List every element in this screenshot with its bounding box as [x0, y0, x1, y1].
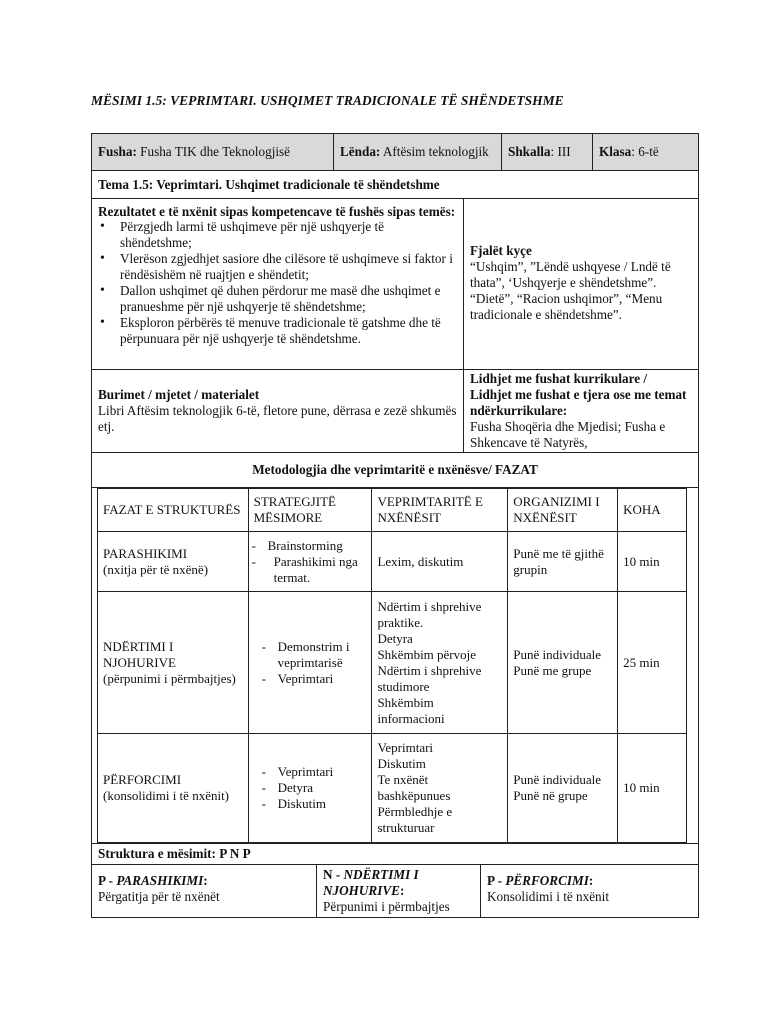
- col-header-organizimi: ORGANIZIMI I NXËNËSIT: [508, 489, 618, 532]
- lenda-cell: [333, 133, 502, 171]
- strategji-cell: [248, 734, 372, 843]
- results-cell: [91, 198, 464, 370]
- list-item: • Eksploron përbërës të menuve tradicionale të gatshme dhe të përpunuara për një ushqyerje të shëndetshme.: [120, 315, 457, 347]
- klasa-label: Klasa: [599, 144, 632, 159]
- structure-n-heading: [323, 867, 474, 899]
- structure-p1-heading: [98, 873, 310, 889]
- structure-n-text: Përpunimi i përmbajtjes: [323, 899, 450, 914]
- structure-p1-cell: [91, 864, 317, 918]
- organizimi-item: Punë me të gjithë grupin: [513, 545, 604, 577]
- koha-cell: 10 min: [618, 734, 687, 843]
- keywords-heading: Fjalët kyçe: [470, 243, 532, 258]
- structure-p2-text: Konsolidimi i të nxënit: [487, 889, 609, 904]
- methodology-heading: Metodologjia dhe veprimtaritë e nxënësve/ FAZAT: [91, 452, 699, 488]
- keywords-text: “Ushqim”, ”Lëndë ushqyese / Lndë të thata”, ‘Ushqyerje e shëndetshme”. “Dietë”, “Racion ushqimor”, “Menu tradicionale e shëndetshme”.: [470, 259, 671, 322]
- shkalla-cell: [501, 133, 593, 171]
- col-header-strategji: STRATEGJITË MËSIMORE: [248, 489, 372, 532]
- list-item: • Përzgjedh larmi të ushqimeve për një ushqyerje të shëndetshme;: [120, 219, 457, 251]
- resources-cell: [91, 369, 464, 453]
- structure-n-cell: [316, 864, 481, 918]
- veprimtari-cell: [372, 532, 508, 592]
- veprimtari-item: Shkëmbim informacioni: [377, 694, 445, 726]
- structure-p2-cell: [480, 864, 699, 918]
- p2-colon: :: [588, 873, 594, 888]
- list-item: - Veprimtari: [278, 671, 367, 687]
- list-item: - Diskutim: [278, 796, 367, 812]
- table-header-row: [98, 489, 687, 532]
- faza-cell: [98, 532, 249, 592]
- veprimtari-cell: [372, 734, 508, 843]
- faza-title: NDËRTIMI I NJOHURIVE: [103, 638, 176, 670]
- fusha-label: Fusha:: [98, 144, 137, 159]
- col-header-koha: KOHA: [618, 489, 687, 532]
- organizimi-cell: [508, 734, 618, 843]
- phases-table: [97, 488, 687, 843]
- keywords-cell: [463, 198, 699, 370]
- list-item: • Dallon ushqimet që duhen përdorur me masë dhe ushqimet e pranueshme për një ushqyerje të shëndetshme;: [120, 283, 457, 315]
- organizimi-cell: [508, 592, 618, 734]
- list-item: - Detyra: [278, 780, 367, 796]
- p2-title: PËRFORCIMI: [505, 873, 589, 888]
- veprimtari-item: Lexim, diskutim: [377, 553, 464, 569]
- veprimtari-item: Detyra: [377, 630, 413, 646]
- p1-colon: :: [203, 873, 208, 888]
- veprimtari-item: Diskutim: [377, 756, 426, 771]
- veprimtari-item: Ndërtim i shprehive studimore: [377, 662, 482, 694]
- lenda-label: Lënda:: [340, 144, 381, 159]
- list-item: - Demonstrim i veprimtarisë: [278, 639, 367, 671]
- faza-cell: [98, 592, 249, 734]
- veprimtari-cell: [372, 592, 508, 734]
- links-text: Fusha Shoqëria dhe Mjedisi; Fusha e Shkencave të Natyrës,: [470, 419, 666, 450]
- lenda-value: Aftësim teknologjik: [380, 144, 489, 159]
- col-header-fazat: FAZAT E STRUKTURËS: [98, 489, 249, 532]
- structure-p1-text: Përgatitja për të nxënët: [98, 889, 220, 904]
- veprimtari-item: Ndërtim i shprehive praktike.: [377, 598, 482, 630]
- veprimtari-item: Shkëmbim përvoje: [377, 646, 477, 662]
- klasa-value: : 6-të: [631, 144, 659, 159]
- n-title: NDËRTIMI I NJOHURIVE: [323, 867, 419, 898]
- faza-subtitle: (përpunimi i përmbajtjes): [103, 670, 236, 686]
- organizimi-item: Punë në grupe: [513, 788, 588, 803]
- results-heading: Rezultatet e të nxënit sipas kompetencave të fushës sipas temës:: [98, 204, 456, 219]
- list-item: - Brainstorming: [268, 538, 367, 554]
- veprimtari-item: Veprimtari: [377, 740, 434, 755]
- p1-prefix: P -: [98, 873, 117, 888]
- p1-title: PARASHIKIMI: [116, 873, 204, 888]
- strategji-cell: [248, 532, 372, 592]
- faza-title: PËRFORCIMI: [103, 772, 182, 787]
- organizimi-item: Punë individuale: [513, 772, 601, 787]
- faza-subtitle: (nxitja për të nxënë): [103, 561, 209, 577]
- list-item: - Parashikimi nga termat.: [268, 554, 367, 586]
- veprimtari-item: Përmbledhje e strukturuar: [377, 804, 453, 835]
- table-row: [98, 532, 687, 592]
- n-prefix: N -: [323, 867, 344, 882]
- koha-cell: 25 min: [618, 592, 687, 734]
- col-header-veprimtari: VEPRIMTARITË E NXËNËSIT: [372, 489, 508, 532]
- organizimi-item: Punë me grupe: [513, 662, 592, 678]
- table-row: [98, 592, 687, 734]
- strategji-cell: [248, 592, 372, 734]
- links-heading: Lidhjet me fushat kurrikulare / Lidhjet me fushat e tjera ose me temat ndërkurrikulare:: [470, 371, 687, 418]
- fusha-cell: [91, 133, 334, 171]
- structure-label: Struktura e mësimit: P N P: [91, 843, 699, 865]
- klasa-cell: [592, 133, 699, 171]
- faza-cell: [98, 734, 249, 843]
- links-cell: [463, 369, 699, 453]
- faza-title: PARASHIKIMI: [103, 545, 188, 561]
- results-list: [98, 219, 457, 347]
- resources-heading: Burimet / mjetet / materialet: [98, 387, 260, 402]
- koha-cell: 10 min: [618, 532, 687, 592]
- resources-text: Libri Aftësim teknologjik 6-të, fletore pune, dërrasa e zezë shkumës etj.: [98, 403, 457, 434]
- organizimi-cell: [508, 532, 618, 592]
- faza-subtitle: (konsolidimi i të nxënit): [103, 788, 230, 803]
- veprimtari-item: Te nxënët bashkëpunues: [377, 772, 451, 803]
- list-item: - Veprimtari: [278, 764, 367, 780]
- table-row: [98, 734, 687, 843]
- tema-row: Tema 1.5: Veprimtari. Ushqimet tradicionale të shëndetshme: [91, 170, 699, 199]
- fusha-value: Fusha TIK dhe Teknologjisë: [136, 144, 291, 159]
- lesson-title: MËSIMI 1.5: VEPRIMTARI. USHQIMET TRADICIONALE TË SHËNDETSHME: [91, 93, 564, 108]
- shkalla-value: : III: [550, 144, 571, 159]
- structure-p2-heading: [487, 873, 692, 889]
- n-colon: :: [399, 883, 405, 898]
- shkalla-label: Shkalla: [508, 144, 551, 159]
- list-item: • Vlerëson zgjedhjet sasiore dhe cilësore të ushqimeve si faktor i rëndësishëm në ruajtjen e shëndetit;: [120, 251, 457, 283]
- p2-prefix: P -: [487, 873, 506, 888]
- organizimi-item: Punë individuale: [513, 646, 601, 662]
